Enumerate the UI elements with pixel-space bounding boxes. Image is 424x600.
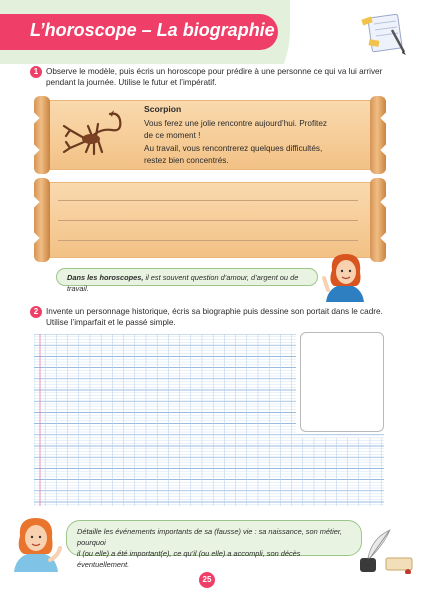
girl-avatar-icon	[320, 250, 370, 302]
title-bar	[0, 14, 278, 50]
model-text	[144, 118, 364, 168]
model-line2: de ce moment !	[144, 131, 201, 141]
tip-horoscope	[56, 268, 318, 293]
tip-biography	[66, 520, 362, 569]
writing-line[interactable]	[58, 240, 358, 241]
model-line4: restez bien concentrés.	[144, 156, 229, 166]
quill-ink-icon	[356, 528, 418, 574]
exercise-1-number: 1	[30, 66, 42, 78]
tip-biography-line2: il (ou elle) a été important(e), ce qu’il (ou elle) a accompli, son décès éventuellement.	[77, 549, 301, 569]
writing-line[interactable]	[58, 200, 358, 201]
notebook-pencil-icon	[360, 12, 408, 56]
writing-line[interactable]	[58, 220, 358, 221]
tip-biography-line1: Détaille les événements importants de sa (fausse) vie : sa naissance, son métier, pourquoi	[77, 527, 342, 547]
model-sign: Scorpion	[144, 104, 182, 114]
exercise-1-instruction-line1: Observe le modèle, puis écris un horoscope pour prédire à une personne ce qui va lui arriver	[46, 67, 383, 76]
model-line1: Vous ferez une jolie rencontre aujourd’hui. Profitez	[144, 119, 327, 128]
tip-horoscope-body: il est souvent question d’amour, d’argent ou de travail.	[67, 273, 299, 293]
exercise-2-instruction-line1: Invente un personnage historique, écris sa biographie puis dessine son portait dans le cadre.	[46, 307, 383, 316]
exercise-2-instruction-line2: Utilise l’imparfait et le passé simple.	[46, 318, 176, 327]
scorpion-icon	[60, 108, 130, 158]
tip-horoscope-lead: Dans les horoscopes,	[67, 273, 144, 282]
portrait-frame[interactable]	[300, 332, 384, 432]
exercise-2-number: 2	[30, 306, 42, 318]
page-title: L’horoscope – La biographie	[30, 20, 275, 40]
exercise-2-instruction	[46, 306, 406, 328]
girl-avatar-icon	[10, 514, 62, 572]
exercise-1-instruction	[46, 66, 406, 88]
page-number: 25	[199, 572, 215, 588]
model-line3: Au travail, vous rencontrerez quelques difficultés,	[144, 143, 323, 153]
exercise-1-instruction-line2: pendant la journée. Utilise le futur et l’impératif.	[46, 78, 217, 87]
